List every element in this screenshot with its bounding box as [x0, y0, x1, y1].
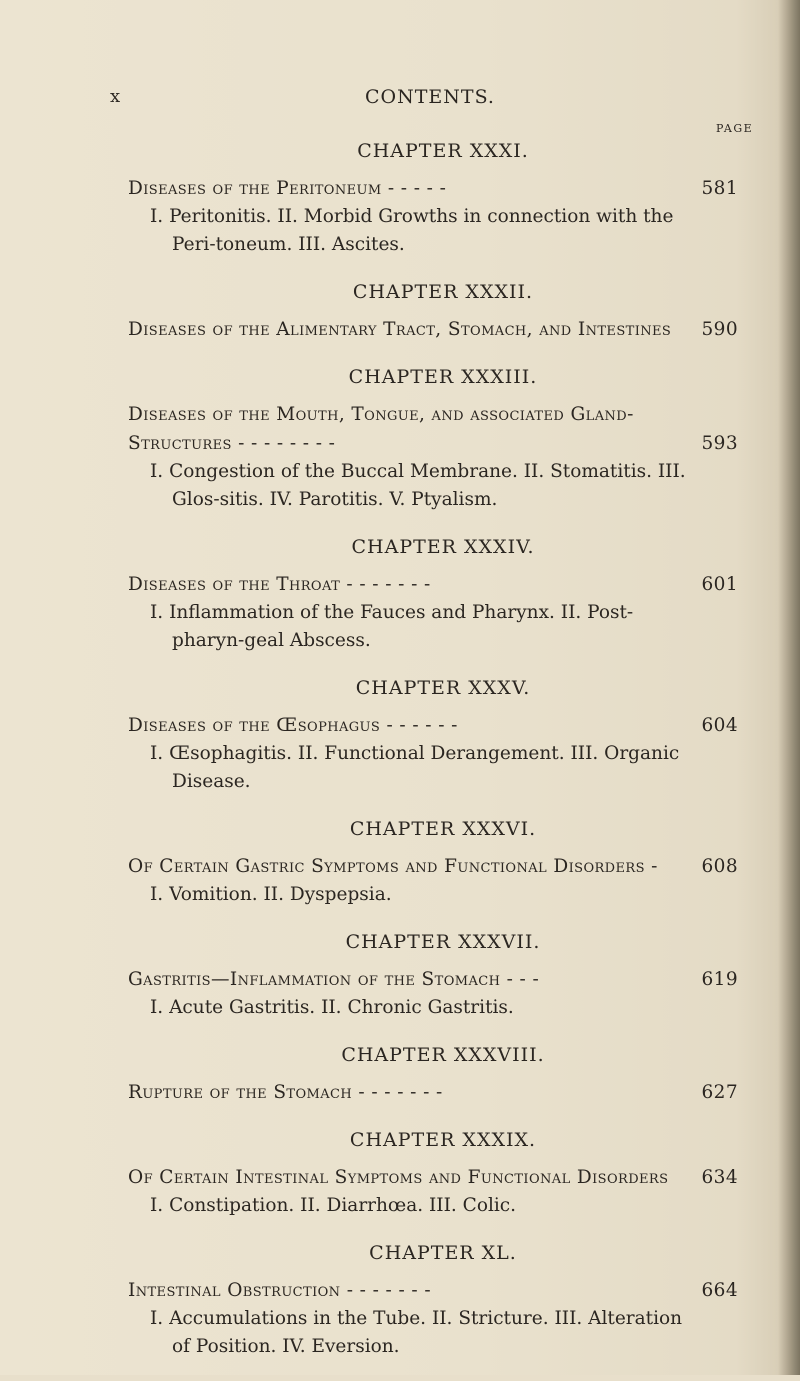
table-of-contents [128, 138, 738, 1381]
chapter-subsections: I. Accumulations in the Tube. II. Stricture. III. Alteration of Position. IV. Eversion. [150, 1308, 683, 1357]
chapter-entry [128, 1042, 738, 1107]
page-number: x [110, 86, 122, 107]
chapter-page-number: 601 [701, 574, 738, 595]
chapter-title: CHAPTER XXXIII. [348, 366, 538, 388]
chapter-title: CHAPTER XXXVII. [345, 931, 541, 953]
chapter-subsections: I. Constipation. II. Diarrhœa. III. Colic. [150, 1195, 517, 1216]
chapter-page-number: 604 [701, 715, 738, 736]
chapter-title: CHAPTER XXXII. [352, 281, 534, 303]
chapter-page-number: 619 [701, 969, 738, 990]
chapter-subsections: I. Congestion of the Buccal Membrane. II. Stomatitis. III. Glos-sitis. IV. Parotitis. V. Ptyalism. [150, 461, 686, 510]
chapter-title: CHAPTER XXXI. [357, 140, 529, 162]
chapter-heading [128, 174, 738, 203]
chapter-heading-line: Diseases of the Alimentary Tract, Stomach, and Intestines [128, 319, 672, 340]
chapter-entry [128, 816, 738, 909]
chapter-entry [128, 1127, 738, 1220]
chapter-page-number: 590 [701, 319, 738, 340]
chapter-title: CHAPTER XXXVIII. [341, 1044, 545, 1066]
chapter-entry [128, 364, 738, 514]
chapter-heading [128, 965, 738, 994]
chapter-page-number: 581 [701, 178, 738, 199]
chapter-entry [128, 929, 738, 1022]
chapter-title: CHAPTER XXXIX. [349, 1129, 537, 1151]
chapter-entry [128, 534, 738, 655]
chapter-heading-line: Diseases of the Throat - - - - - - - [128, 574, 431, 595]
chapter-heading-line: Diseases of the Peritoneum - - - - - [128, 178, 447, 199]
chapter-entry [128, 279, 738, 344]
chapter-heading [128, 1276, 738, 1305]
chapter-heading-line: Structures - - - - - - - - [128, 433, 336, 454]
chapter-entry [128, 138, 738, 259]
chapter-title: CHAPTER XL. [369, 1242, 517, 1264]
page-column-label: PAGE [716, 122, 754, 135]
chapter-page-number: 593 [701, 433, 738, 454]
chapter-page-number: 627 [701, 1082, 738, 1103]
chapter-heading [128, 1078, 738, 1107]
chapter-subsections: I. Peritonitis. II. Morbid Growths in connection with the Peri-toneum. III. Ascites. [150, 206, 674, 255]
chapter-heading-line: Diseases of the Mouth, Tongue, and associated Gland- [128, 404, 634, 425]
running-header [0, 86, 800, 116]
chapter-title: CHAPTER XXXIV. [351, 536, 535, 558]
chapter-subsections: I. Inflammation of the Fauces and Pharynx. II. Post-pharyn-geal Abscess. [150, 602, 634, 651]
chapter-heading-line: Diseases of the Œsophagus - - - - - - [128, 715, 458, 736]
running-title: CONTENTS. [365, 86, 495, 108]
chapter-heading-line: Of Certain Intestinal Symptoms and Functional Disorders [128, 1167, 669, 1188]
chapter-page-number: 608 [701, 856, 738, 877]
chapter-heading [128, 711, 738, 740]
chapter-title: CHAPTER XXXV. [355, 677, 531, 699]
chapter-heading-line: Intestinal Obstruction - - - - - - - [128, 1280, 431, 1301]
chapter-heading [128, 570, 738, 599]
chapter-heading [128, 1163, 738, 1192]
chapter-heading [128, 400, 738, 458]
chapter-heading-line: Rupture of the Stomach - - - - - - - [128, 1082, 443, 1103]
chapter-heading [128, 852, 738, 881]
chapter-page-number: 664 [701, 1280, 738, 1301]
chapter-subsections: I. Acute Gastritis. II. Chronic Gastritis. [150, 997, 514, 1018]
chapter-title: CHAPTER XXXVI. [349, 818, 537, 840]
chapter-page-number: 634 [701, 1167, 738, 1188]
chapter-heading [128, 315, 738, 344]
chapter-heading-line: Gastritis—Inflammation of the Stomach - - - [128, 969, 540, 990]
chapter-entry [128, 1240, 738, 1361]
page-edge-shadow [778, 0, 800, 1375]
chapter-subsections: I. Vomition. II. Dyspepsia. [150, 884, 392, 905]
chapter-heading-line: Of Certain Gastric Symptoms and Functional Disorders - [128, 856, 658, 877]
chapter-subsections: I. Œsophagitis. II. Functional Derangement. III. Organic Disease. [150, 743, 680, 792]
chapter-entry [128, 675, 738, 796]
